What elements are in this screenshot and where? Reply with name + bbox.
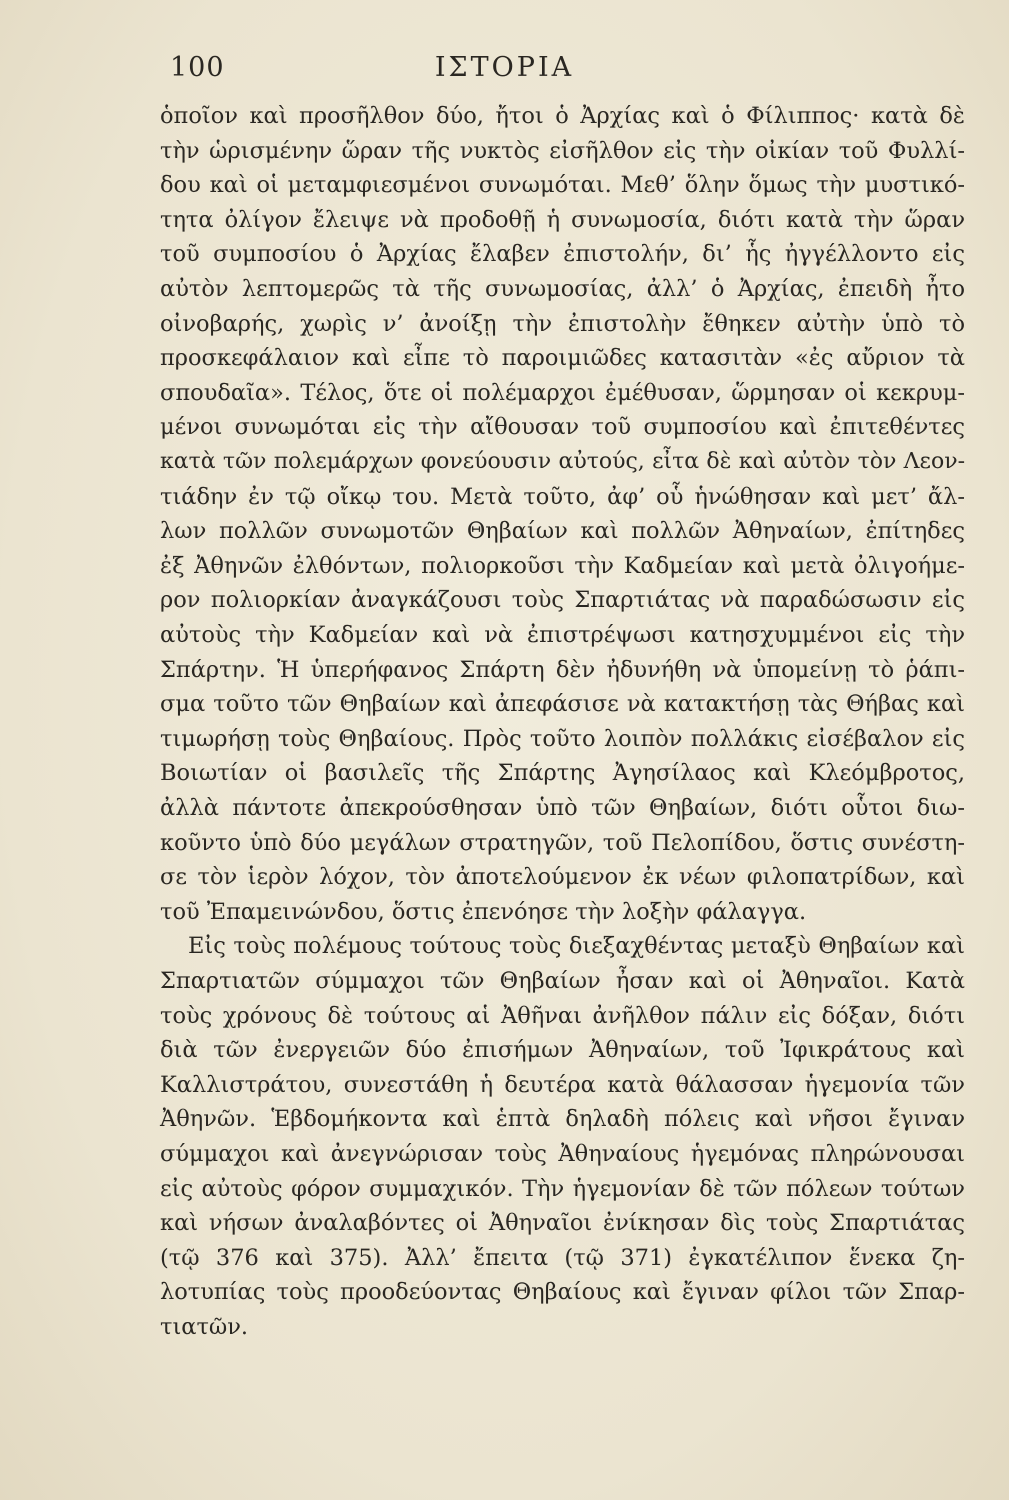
text-line: μένοι συνωμόται εἰς τὴν αἴθουσαν τοῦ συμποσίου καὶ ἐπιτεθέντες bbox=[160, 414, 965, 441]
text-line: Εἰς τοὺς πολέμους τούτους τοὺς διεξαχθέντας μεταξὺ Θηβαίων καὶ bbox=[188, 933, 965, 960]
page-number: 100 bbox=[170, 52, 225, 83]
running-head: ΙΣΤΟΡΙΑ bbox=[434, 52, 575, 83]
text-line: τητα ὀλίγον ἔλειψε νὰ προδοθῇ ἡ συνωμοσία, διότι κατὰ τὴν ὥραν bbox=[160, 206, 965, 233]
text-line: αὐτοὺς τὴν Καδμείαν καὶ νὰ ἐπιστρέψωσι κατησχυμμένοι εἰς τὴν bbox=[160, 622, 965, 648]
text-line: ἐξ Ἀθηνῶν ἐλθόντων, πολιορκοῦσι τὴν Καδμείαν καὶ μετὰ ὀλιγοήμε- bbox=[160, 552, 965, 579]
text-line: (τῷ 376 καὶ 375). Ἀλλ’ ἔπειτα (τῷ 371) ἐγκατέλιπον ἕνεκα ζη- bbox=[160, 1244, 965, 1271]
text-line: δου καὶ οἱ μεταμφιεσμένοι συνωμόται. Μεθ’ ὅλην ὅμως τὴν μυστικό- bbox=[160, 172, 965, 199]
text-line: σύμμαχοι καὶ ἀνεγνώρισαν τοὺς Ἀθηναίους ἡγεμόνας πληρώνουσαι bbox=[160, 1141, 965, 1167]
text-line: τὴν ὡρισμένην ὥραν τῆς νυκτὸς εἰσῆλθον εἰς τὴν οἰκίαν τοῦ Φυλλί- bbox=[160, 137, 965, 164]
text-line: ὁποῖον καὶ προσῆλθον δύο, ἤτοι ὁ Ἀρχίας καὶ ὁ Φίλιππος· κατὰ δὲ bbox=[160, 103, 965, 129]
text-line bbox=[160, 1346, 965, 1378]
text-line: λοτυπίας τοὺς προοδεύοντας Θηβαίους καὶ ἔγιναν φίλοι τῶν Σπαρ- bbox=[160, 1279, 965, 1306]
text-line: τοὺς χρόνους δὲ τούτους αἱ Ἀθῆναι ἀνῆλθον πάλιν εἰς δόξαν, διότι bbox=[160, 1002, 965, 1029]
text-line: οἰνοβαρής, χωρὶς ν’ ἀνοίξῃ τὴν ἐπιστολὴν ἔθηκεν αὐτὴν ὑπὸ τὸ bbox=[160, 310, 965, 337]
text-line: τιατῶν. bbox=[160, 1314, 249, 1340]
text-line: ρον πολιορκίαν ἀναγκάζουσι τοὺς Σπαρτιάτας νὰ παραδώσωσιν εἰς bbox=[160, 587, 965, 614]
text-line: κοῦντο ὑπὸ δύο μεγάλων στρατηγῶν, τοῦ Πελοπίδου, ὅστις συνέστη- bbox=[160, 829, 965, 856]
text-line: διὰ τῶν ἐνεργειῶν δύο ἐπισήμων Ἀθηναίων, τοῦ Ἰφικράτους καὶ bbox=[160, 1037, 965, 1064]
text-line: τοῦ συμποσίου ὁ Ἀρχίας ἔλαβεν ἐπιστολήν, δι’ ἧς ἠγγέλλοντο εἰς bbox=[160, 241, 965, 268]
text-line: Σπαρτιατῶν σύμμαχοι τῶν Θηβαίων ἦσαν καὶ οἱ Ἀθηναῖοι. Κατὰ bbox=[160, 968, 965, 994]
text-line: Καλλιστράτου, συνεστάθη ἡ δευτέρα κατὰ θάλασσαν ἡγεμονία τῶν bbox=[160, 1071, 965, 1098]
text-line: σμα τοῦτο τῶν Θηβαίων καὶ ἀπεφάσισε νὰ κατακτήσῃ τὰς Θήβας καὶ bbox=[160, 691, 965, 718]
text-line: ἀλλὰ πάντοτε ἀπεκρούσθησαν ὑπὸ τῶν Θηβαίων, διότι οὗτοι διω- bbox=[160, 795, 965, 821]
text-line: Σπάρτην. Ἡ ὑπερήφανος Σπάρτη δὲν ἠδυνήθη νὰ ὑπομείνῃ τὸ ῥάπι- bbox=[160, 656, 965, 683]
text-line: σε τὸν ἱερὸν λόχον, τὸν ἀποτελούμενον ἐκ νέων φιλοπατρίδων, καὶ bbox=[160, 864, 965, 891]
text-line: αὐτὸν λεπτομερῶς τὰ τῆς συνωμοσίας, ἀλλ’ ὁ Ἀρχίας, ἐπειδὴ ἦτο bbox=[160, 276, 965, 302]
text-line: τιάδην ἐν τῷ οἴκῳ του. Μετὰ τοῦτο, ἀφ’ οὗ ἡνώθησαν καὶ μετ’ ἄλ- bbox=[160, 483, 965, 510]
text-line: σπουδαῖα». Τέλος, ὅτε οἱ πολέμαρχοι ἐμέθυσαν, ὥρμησαν οἱ κεκρυμ- bbox=[160, 379, 965, 406]
text-line: προσκεφάλαιον καὶ εἶπε τὸ παροιμιῶδες κατασιτὰν «ἐς αὔριον τὰ bbox=[160, 345, 965, 372]
text-line: κατὰ τῶν πολεμάρχων φονεύουσιν αὐτούς, εἶτα δὲ καὶ αὐτὸν τὸν Λεον- bbox=[160, 449, 965, 474]
text-line: Βοιωτίαν οἱ βασιλεῖς τῆς Σπάρτης Ἀγησίλαος καὶ Κλεόμβροτος, bbox=[160, 760, 965, 787]
text-line: τοῦ Ἐπαμεινώνδου, ὅστις ἐπενόησε τὴν λοξὴν φάλαγγα. bbox=[160, 898, 807, 925]
text-line: καὶ νήσων ἀναλαβόντες οἱ Ἀθηναῖοι ἐνίκησαν δὶς τοὺς Σπαρτιάτας bbox=[160, 1210, 965, 1237]
text-line: Ἀθηνῶν. Ἑβδομήκοντα καὶ ἑπτὰ δηλαδὴ πόλεις καὶ νῆσοι ἔγιναν bbox=[160, 1106, 965, 1133]
page-header bbox=[0, 52, 1009, 88]
text-line: λων πολλῶν συνωμοτῶν Θηβαίων καὶ πολλῶν Ἀθηναίων, ἐπίτηδες bbox=[160, 518, 965, 545]
text-line: εἰς αὐτοὺς φόρον συμμαχικόν. Τὴν ἡγεμονίαν δὲ τῶν πόλεων τούτων bbox=[160, 1175, 965, 1202]
text-line: τιμωρήσῃ τοὺς Θηβαίους. Πρὸς τοῦτο λοιπὸν πολλάκις εἰσέβαλον εἰς bbox=[160, 725, 965, 752]
